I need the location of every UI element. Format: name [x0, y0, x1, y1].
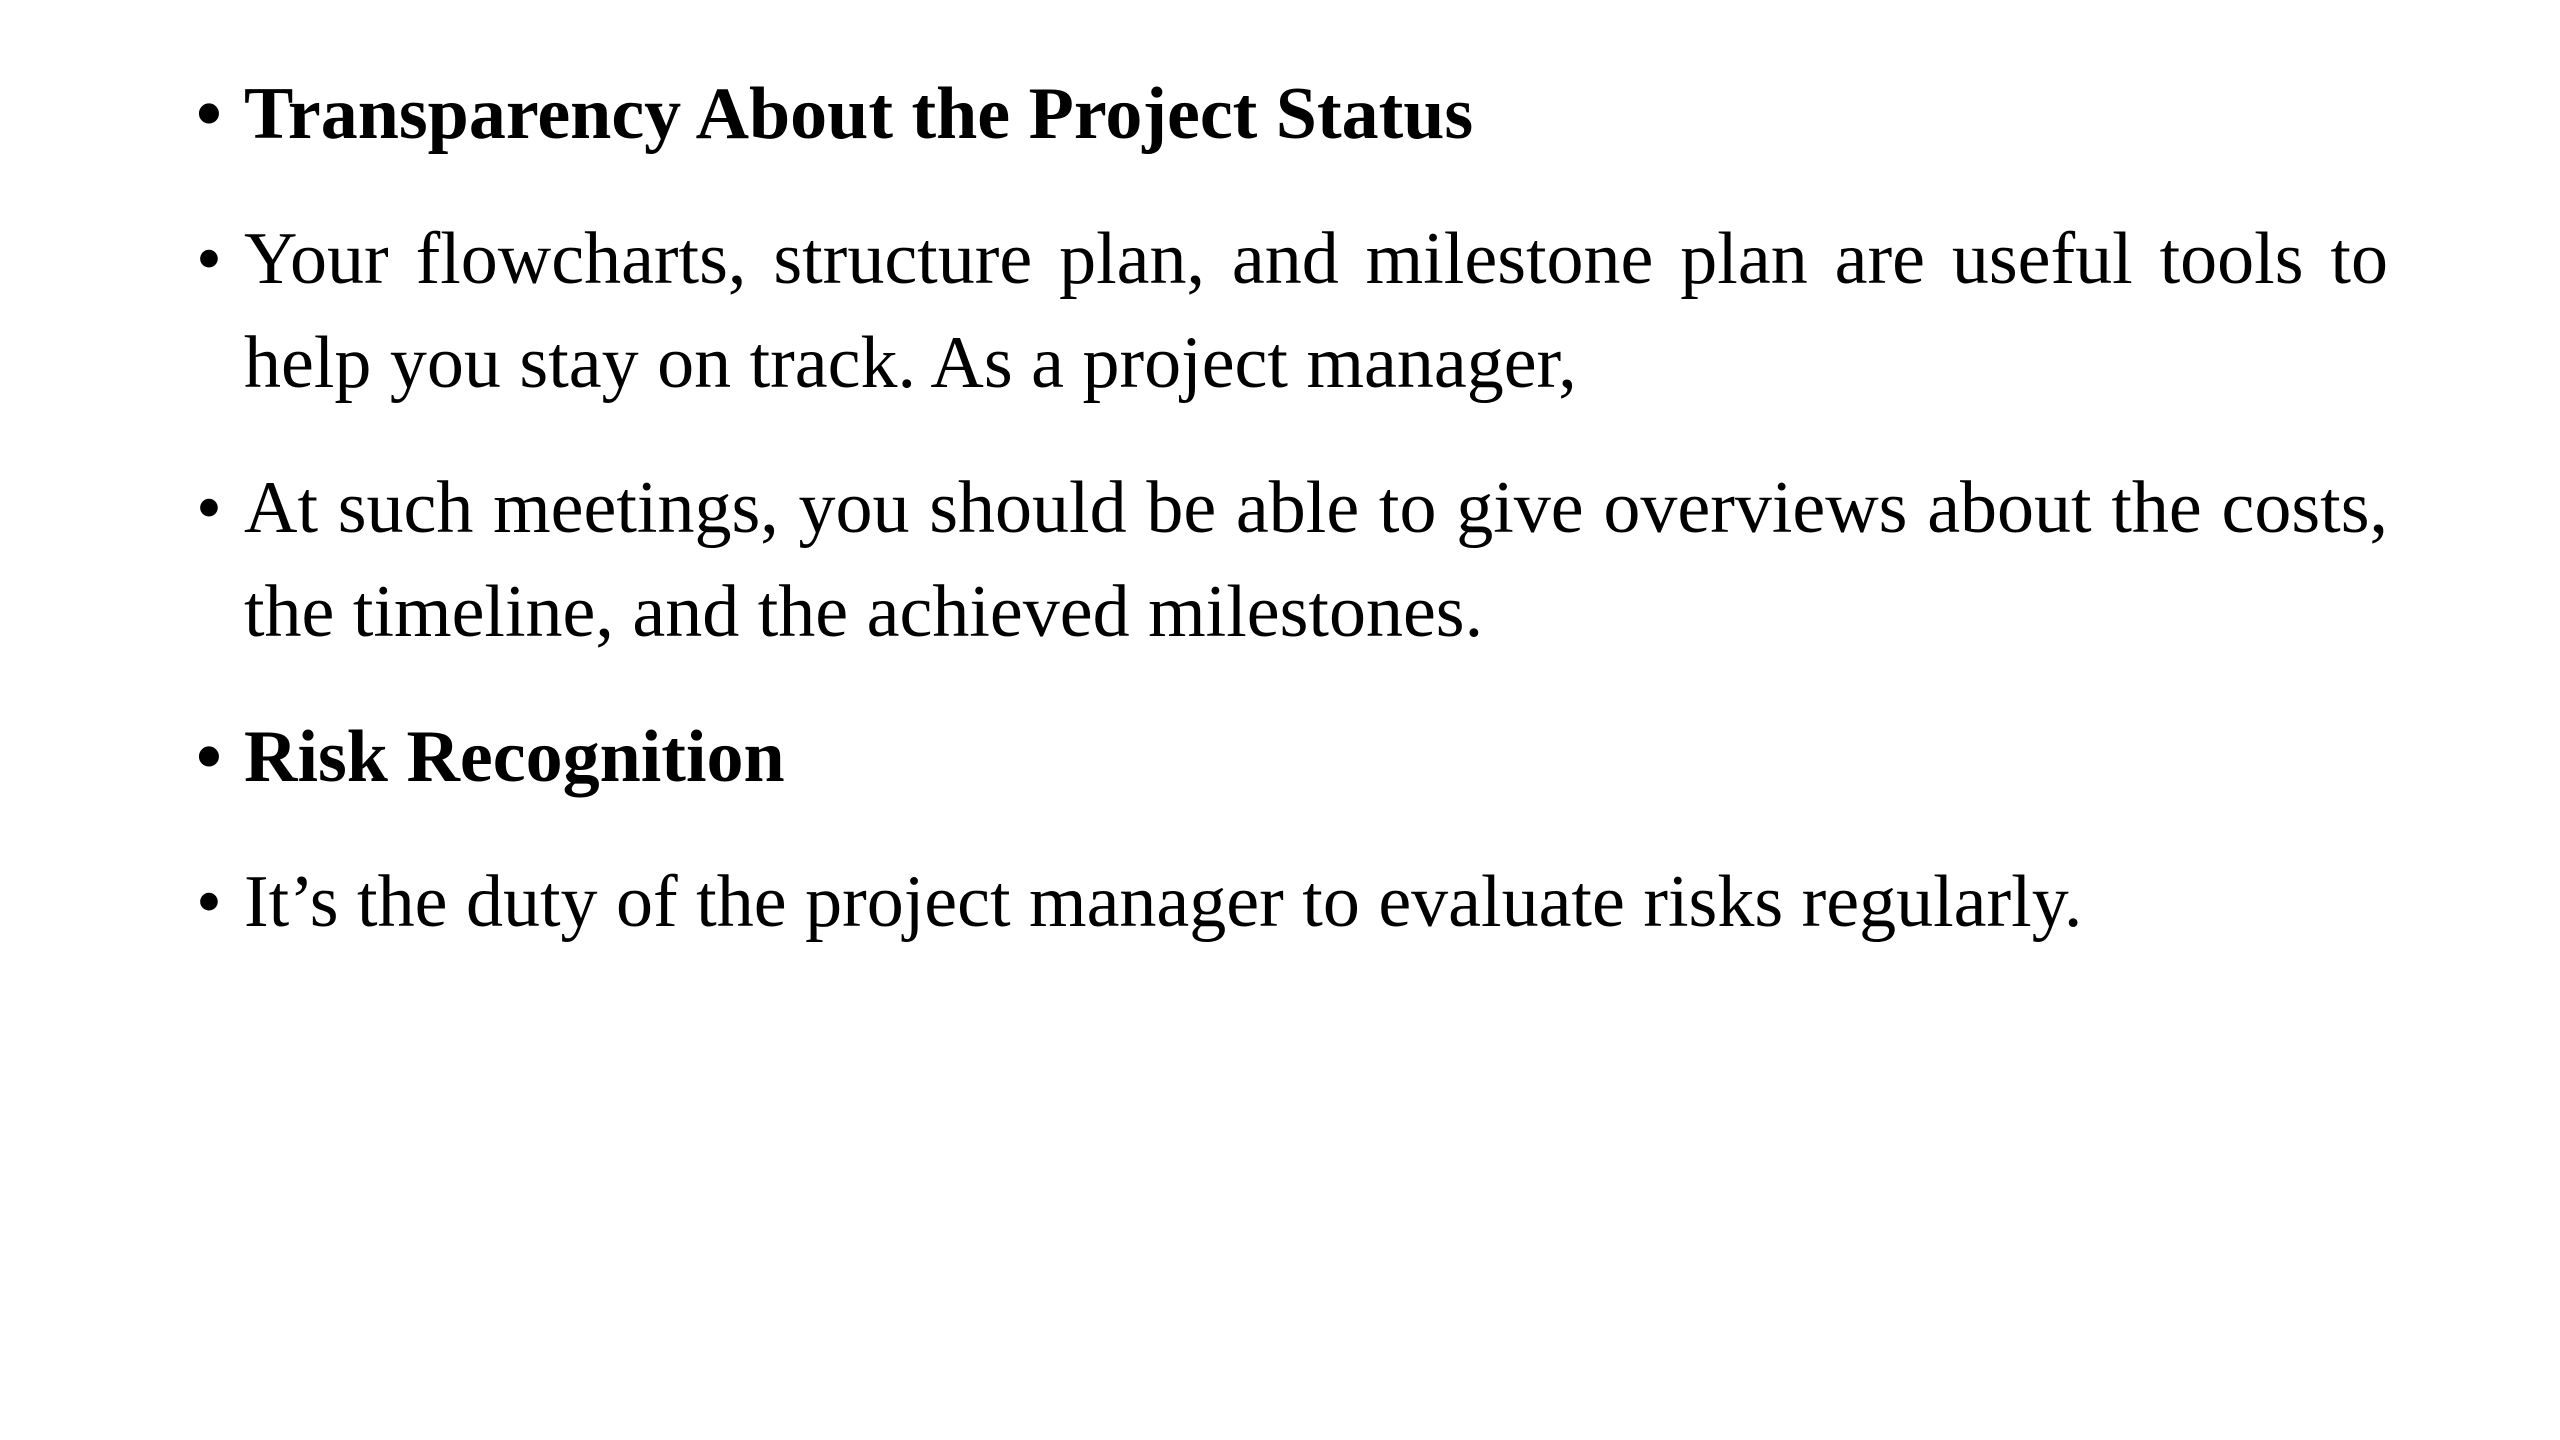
bullet-text: Risk Recognition	[244, 716, 785, 798]
bullet-heading-transparency	[196, 62, 2388, 166]
bullet-dot: •	[196, 218, 222, 300]
bullet-dot: •	[196, 73, 222, 155]
bullet-meetings	[196, 456, 2388, 664]
bullet-risk-duty	[196, 850, 2388, 954]
bullet-heading-risk	[196, 705, 2388, 809]
bullet-list	[196, 62, 2388, 995]
bullet-text: It’s the duty of the project manager to evaluate risks regularly.	[244, 861, 2083, 943]
bullet-flowcharts	[196, 207, 2388, 415]
bullet-text: At such meetings, you should be able to give overviews about the costs, the timeline, and the achieved milestones.	[244, 467, 2388, 653]
bullet-dot: •	[196, 467, 222, 549]
bullet-text: Your flowcharts, structure plan, and milestone plan are useful tools to help you stay on track. As a project manager,	[244, 218, 2388, 404]
bullet-text: Transparency About the Project Status	[244, 73, 1474, 155]
bullet-dot: •	[196, 861, 222, 943]
bullet-dot: •	[196, 716, 222, 798]
